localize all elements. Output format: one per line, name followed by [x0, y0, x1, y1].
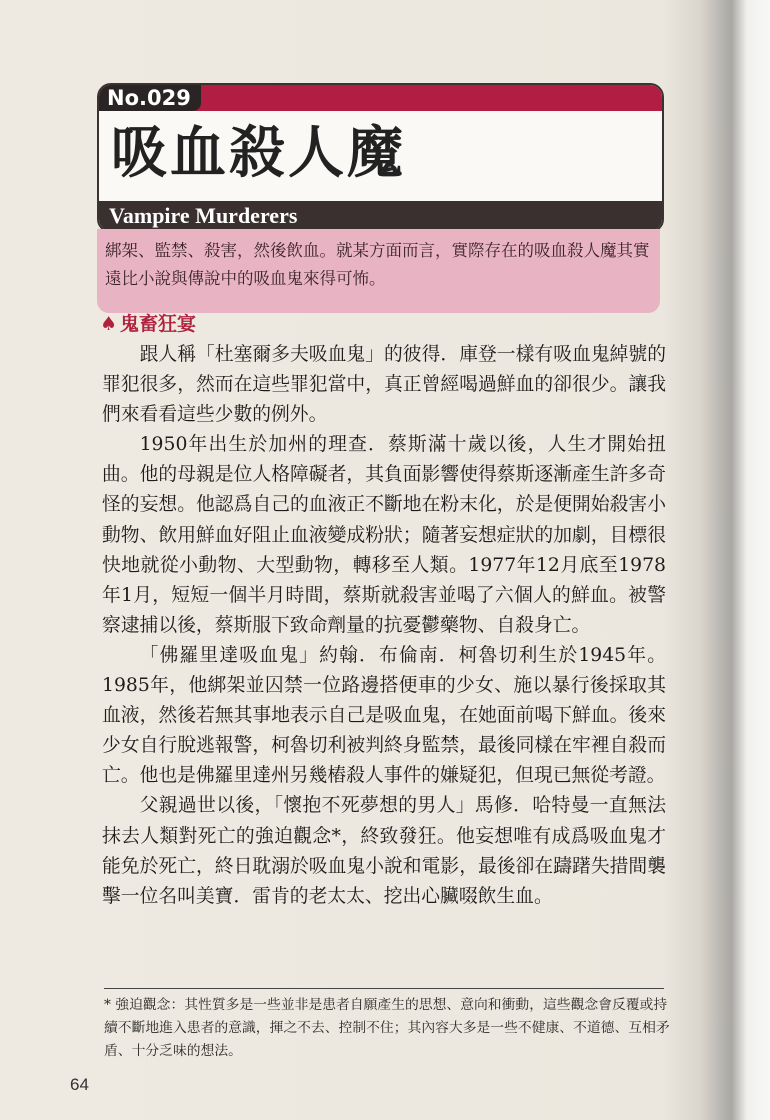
entry-title: 吸血殺人魔 — [111, 121, 406, 186]
footnote-divider — [104, 988, 664, 989]
paragraph: 跟人稱「杜塞爾多夫吸血鬼」的彼得．庫登一樣有吸血鬼綽號的罪犯很多，然而在這些罪犯當中，真正曾經喝過鮮血的卻很少。讓我們來看看這些少數的例外。 — [102, 344, 666, 426]
section-heading — [100, 311, 196, 337]
spade-icon: ♠ — [100, 313, 118, 335]
entry-subtitle: Vampire Murderers — [109, 203, 298, 228]
page-number: 64 — [70, 1075, 89, 1094]
entry-number: No.029 — [99, 85, 201, 111]
entry-header — [97, 83, 664, 233]
entry-summary: 綁架、監禁、殺害，然後飲血。就某方面而言，實際存在的吸血殺人魔其實遠比小說與傳說中的吸血鬼來得可怖。 — [97, 229, 660, 313]
section-heading-text: 鬼畜狂宴 — [120, 313, 197, 335]
body-text — [102, 340, 666, 912]
paragraph: 1950年出生於加州的理查．蔡斯滿十歲以後，人生才開始扭曲。他的母親是位人格障礙者，其負面影響使得蔡斯逐漸產生許多奇怪的妄想。他認爲自己的血液正不斷地在粉末化，於是便開始殺害小動物、飲用鮮血好阻止血液變成粉狀；隨著妄想症狀的加劇，目標很快地就從小動物、大型動物，轉移至人類。1977年12月底至1978年1月，短短一個半月時間，蔡斯就殺害並喝了六個人的鮮血。被警察逮捕以後，蔡斯服下致命劑量的抗憂鬱藥物、自殺身亡。 — [102, 434, 666, 636]
paragraph: 「佛羅里達吸血鬼」約翰．布倫南．柯魯切利生於1945年。1985年，他綁架並囚禁一位路邊搭便車的少女、施以暴行後採取其血液，然後若無其事地表示自己是吸血鬼，在她面前喝下鮮血。後來少女自行脫逃報警，柯魯切利被判終身監禁，最後同樣在牢裡自殺而亡。他也是佛羅里達州另幾樁殺人事件的嫌疑犯，但現已無從考證。 — [102, 644, 666, 787]
paragraph: 父親過世以後，「懷抱不死夢想的男人」馬修．哈特曼一直無法抹去人類對死亡的強迫觀念*，終致發狂。他妄想唯有成爲吸血鬼才能免於死亡，終日耽溺於吸血鬼小說和電影，最後卻在躊躇失措間襲擊一位名叫美寶．雷肯的老太太、挖出心臟啜飲生血。 — [102, 795, 666, 907]
footnote: * 強迫觀念：其性質多是一些並非是患者自願產生的思想、意向和衝動，這些觀念會反覆或持續不斷地進入患者的意識，揮之不去、控制不住；其內容大多是一些不健康、不道德、互相矛盾、十分乏味的想法。 — [104, 997, 670, 1059]
